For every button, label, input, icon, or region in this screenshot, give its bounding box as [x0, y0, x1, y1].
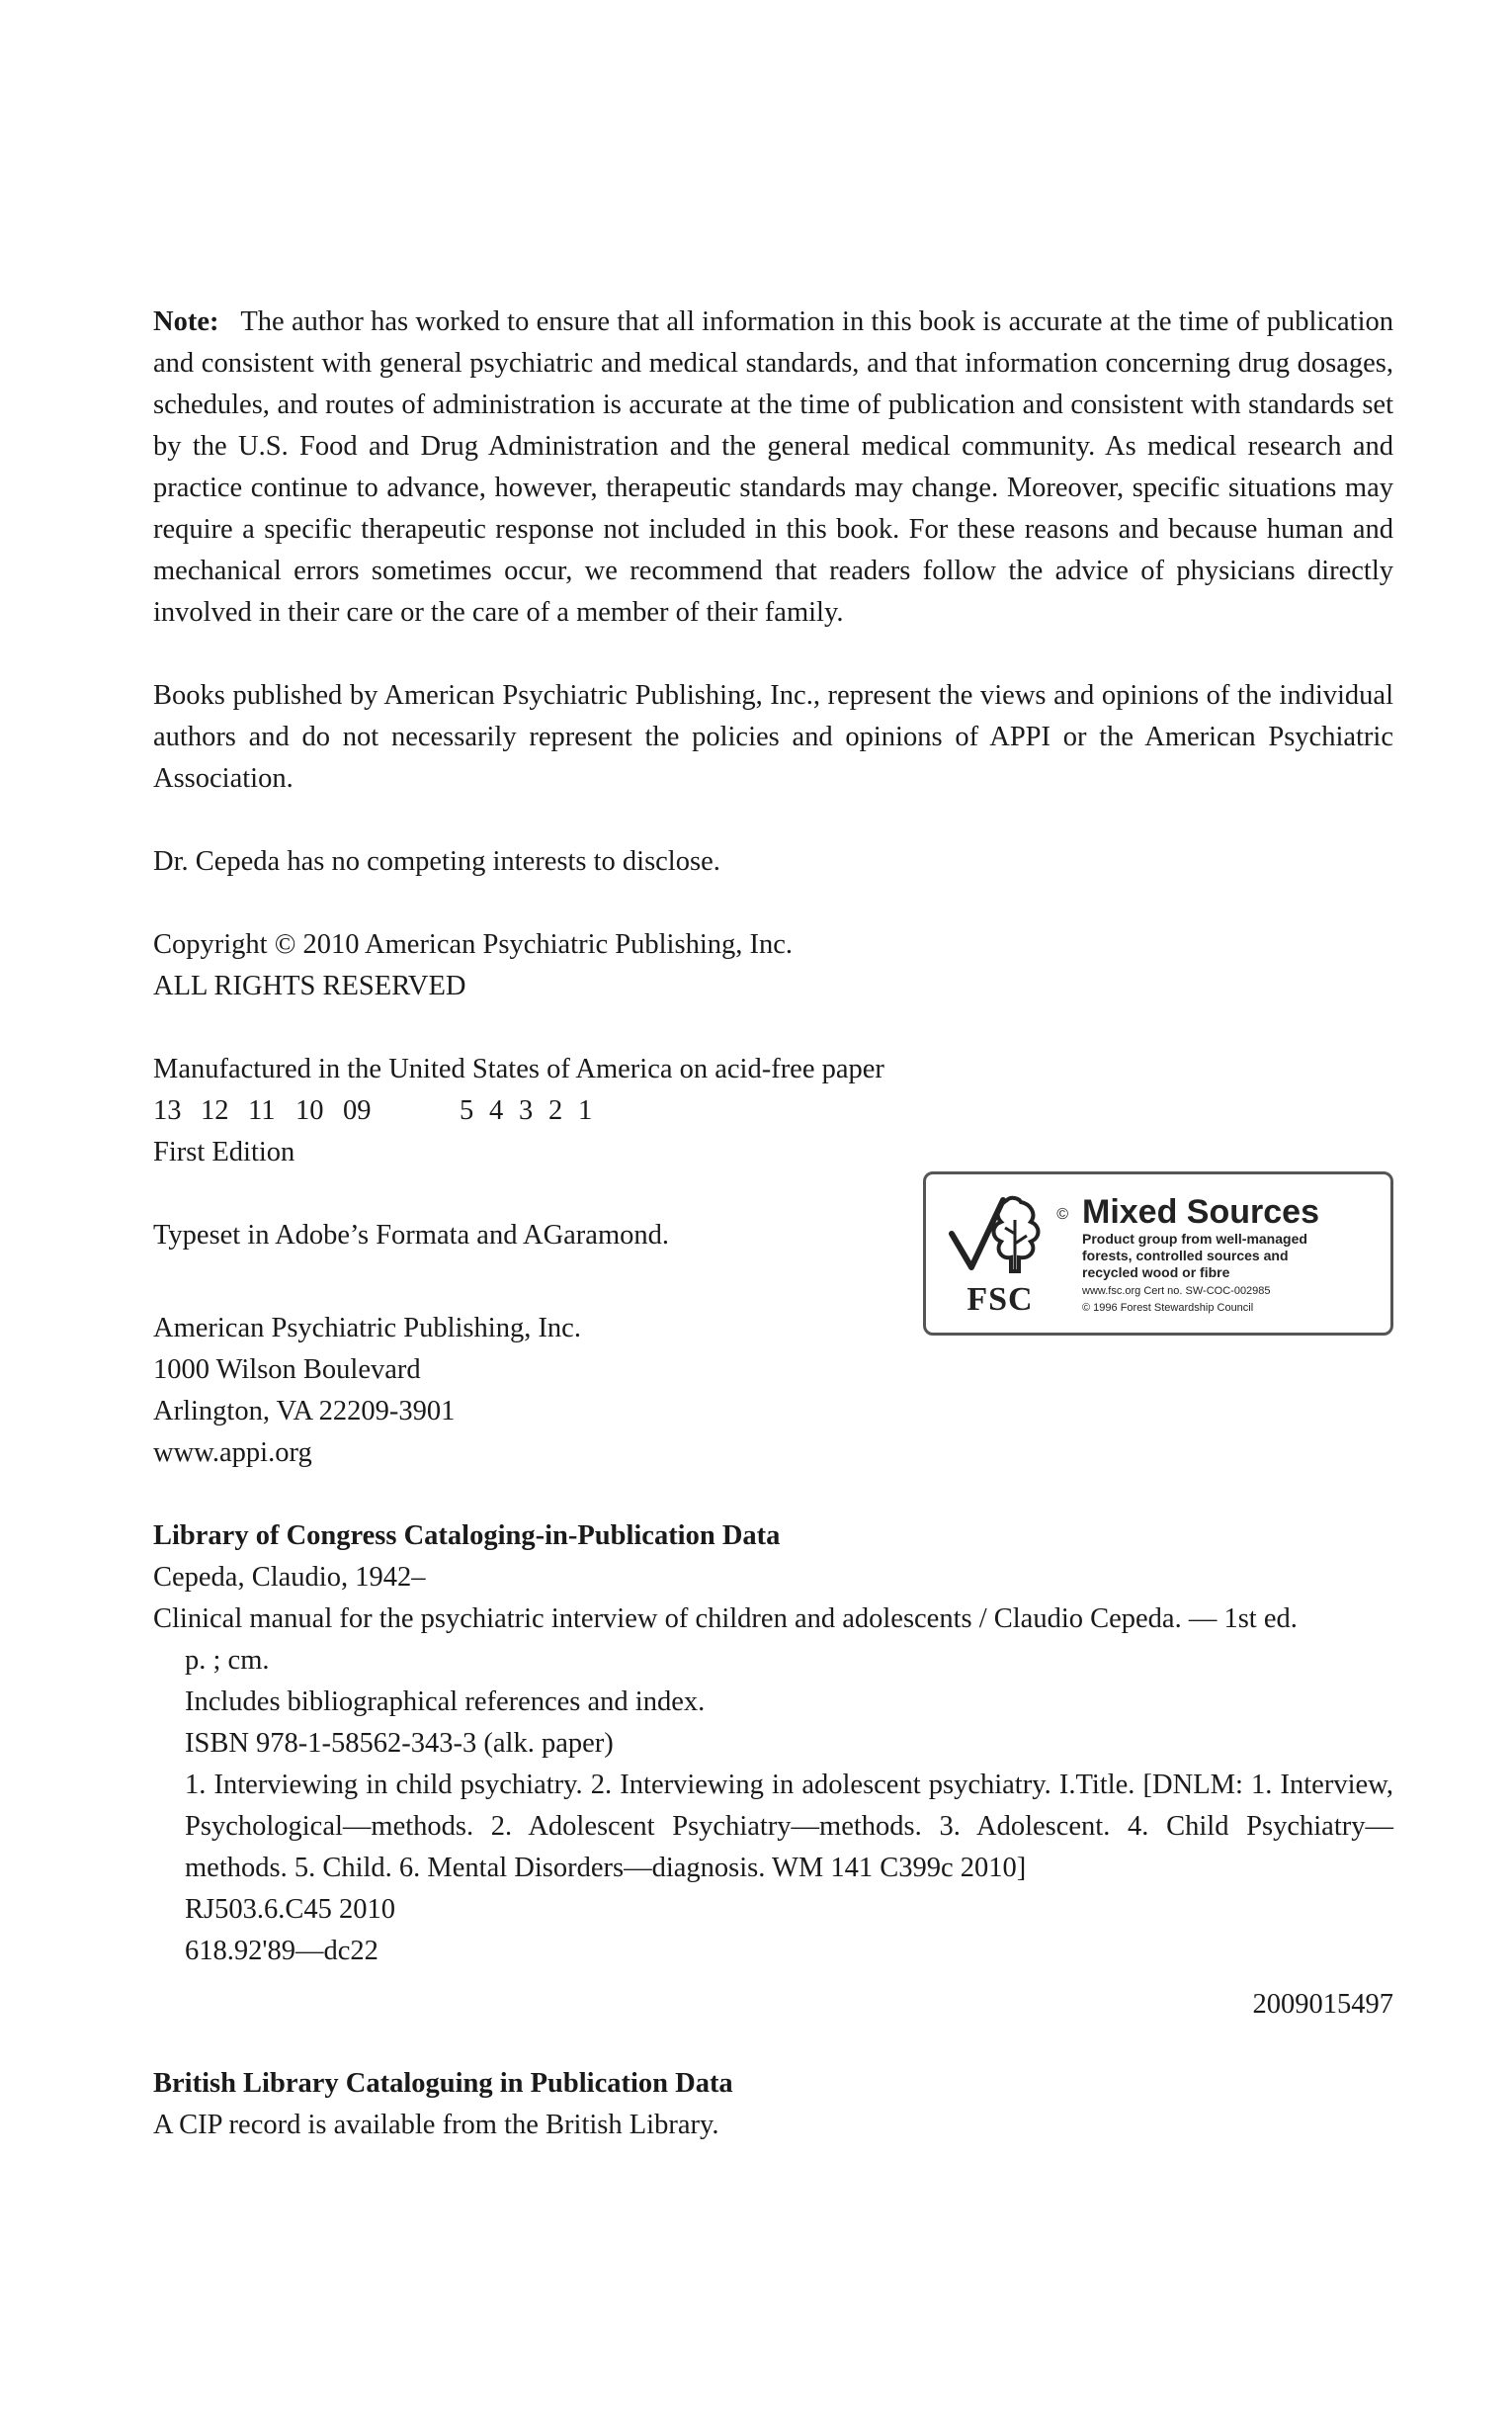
- rights-reserved: ALL RIGHTS RESERVED: [153, 971, 466, 1001]
- loc-call-number: RJ503.6.C45 2010: [185, 1894, 395, 1925]
- loc-author: Cepeda, Claudio, 1942–: [153, 1562, 426, 1593]
- fsc-logo: [926, 1190, 1074, 1317]
- address-line: 1000 Wilson Boulevard: [153, 1354, 421, 1385]
- note-label: Note:: [153, 306, 219, 337]
- fsc-sub-line: Product group from well-managed: [1082, 1230, 1307, 1247]
- loc-isbn: ISBN 978-1-58562-343-3 (alk. paper): [185, 1728, 614, 1759]
- publisher-address: [153, 1308, 669, 1474]
- copyright-line: Copyright © 2010 American Psychiatric Publishing, Inc.: [153, 929, 793, 960]
- fsc-text: [1074, 1193, 1390, 1315]
- loc-cip-block: [153, 1515, 1393, 2026]
- printing-4: 4: [489, 1095, 504, 1126]
- printing-3: 3: [519, 1095, 534, 1126]
- fsc-title: Mixed Sources: [1082, 1192, 1319, 1231]
- printing-line: [153, 1090, 1393, 1132]
- typeset-row: [153, 1192, 1393, 1474]
- year-09: 09: [343, 1095, 372, 1126]
- year-11: 11: [248, 1095, 276, 1126]
- typeset-line: Typeset in Adobe’s Formata and AGaramond.: [153, 1220, 669, 1251]
- address-line: American Psychiatric Publishing, Inc.: [153, 1313, 581, 1343]
- loc-subjects: 1. Interviewing in child psychiatry. 2. Interviewing in adolescent psychiatry. I.Title. [DNLM: 1. Interview, Psychological—methods. 2. Adolescent Psychiatry—methods. 3. Adolescent. 4. Child Psychiatry—methods. 5. Child. 6. Mental Disorders—diagnosis. WM 141 C399c 2010]: [185, 1770, 1393, 1883]
- year-12: 12: [201, 1095, 229, 1126]
- manufacture-block: [153, 1049, 1393, 1173]
- fsc-cert-line: © 1996 Forest Stewardship Council: [1082, 1301, 1254, 1314]
- typeset-address-column: [153, 1215, 669, 1474]
- fsc-sub-line: recycled wood or fibre: [1082, 1263, 1230, 1280]
- fsc-tree-icon: [946, 1190, 1054, 1281]
- address-line: Arlington, VA 22209-3901: [153, 1396, 456, 1426]
- copyright-page: [153, 302, 1393, 2146]
- manufactured-line: Manufactured in the United States of America on acid-free paper: [153, 1054, 884, 1084]
- printing-1: 1: [578, 1095, 593, 1126]
- loc-heading: Library of Congress Cataloging-in-Publication Data: [153, 1520, 781, 1551]
- printing-5: 5: [460, 1095, 474, 1126]
- competing-interests: Dr. Cepeda has no competing interests to disclose.: [153, 846, 720, 877]
- disclaimer-paragraph: Books published by American Psychiatric Publishing, Inc., represent the views and opinions of the individual authors and do not necessarily represent the policies and opinions of APPI or the American Psychiatric Association.: [153, 680, 1393, 794]
- fsc-label: [923, 1171, 1393, 1336]
- bl-cip-block: [153, 2063, 1393, 2146]
- bl-text: A CIP record is available from the British Library.: [153, 2110, 719, 2140]
- loc-control-number: 2009015497: [1252, 1989, 1393, 2020]
- fsc-sub-line: forests, controlled sources and: [1082, 1247, 1289, 1263]
- note-paragraph: [153, 302, 1393, 634]
- edition: First Edition: [153, 1137, 295, 1167]
- note-text: The author has worked to ensure that all information in this book is accurate at the time of publication and consistent with general psychiatric and medical standards, and that information concerning drug dosages, schedules, and routes of administration is accurate at the time of publication and consistent with standards set by the U.S. Food and Drug Administration and the general medical community. As medical research and practice continue to advance, however, therapeutic standards may change. Moreover, specific situations may require a specific therapeutic response not included in this book. For these reasons and because human and mechanical errors sometimes occur, we recommend that readers follow the advice of physicians directly involved in their care or the care of a member of their family.: [153, 306, 1394, 628]
- loc-dewey: 618.92'89—dc22: [185, 1936, 378, 1966]
- copyright-block: [153, 924, 1393, 1007]
- fsc-registered-mark: ©: [1056, 1206, 1068, 1223]
- address-line: www.appi.org: [153, 1437, 312, 1468]
- year-13: 13: [153, 1095, 182, 1126]
- loc-physical: p. ; cm.: [185, 1645, 270, 1676]
- loc-title: Clinical manual for the psychiatric interview of children and adolescents / Claudio Cepeda. — 1st ed.: [153, 1603, 1298, 1634]
- fsc-wordmark: FSC: [966, 1281, 1034, 1318]
- year-10: 10: [295, 1095, 324, 1126]
- fsc-cert-line: www.fsc.org Cert no. SW-COC-002985: [1082, 1284, 1271, 1297]
- loc-includes: Includes bibliographical references and index.: [185, 1686, 706, 1717]
- bl-heading: British Library Cataloguing in Publication Data: [153, 2068, 733, 2099]
- printing-2: 2: [548, 1095, 563, 1126]
